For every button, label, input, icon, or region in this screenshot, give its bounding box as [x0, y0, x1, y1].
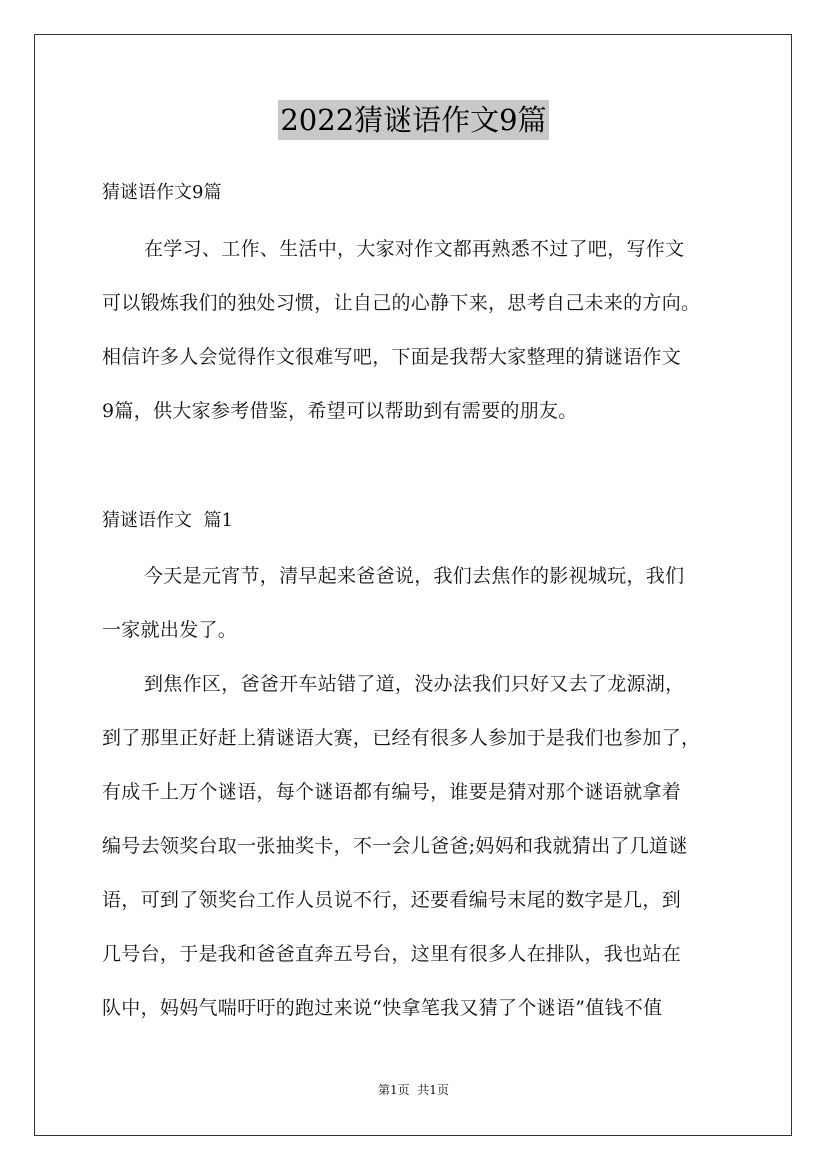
paragraph-line: 编号去领奖台取一张抽奖卡，不一会儿爸爸;妈妈和我就猜出了几道谜 — [102, 835, 688, 857]
page-footer: 第1页 共1页 — [378, 1083, 449, 1097]
document-title: 2022猜谜语作文9篇 — [278, 100, 548, 140]
title-container — [0, 100, 827, 140]
paragraph-line: 今天是元宵节，清早起来爸爸说，我们去焦作的影视城玩，我们 — [144, 565, 685, 587]
intro-line: 在学习、工作、生活中，大家对作文都再熟悉不过了吧，写作文 — [144, 238, 685, 260]
paragraph-line: 到了那里正好赶上猜谜语大赛，已经有很多人参加于是我们也参加了， — [102, 727, 701, 749]
paragraph-line: 语，可到了领奖台工作人员说不行，还要看编号末尾的数字是几，到 — [102, 889, 682, 911]
section-heading: 猜谜语作文 篇1 — [102, 510, 233, 531]
document-subtitle: 猜谜语作文9篇 — [102, 182, 222, 203]
intro-line: 可以锻炼我们的独处习惯，让自己的心静下来，思考自己未来的方向。 — [102, 292, 701, 314]
paragraph-line: 几号台，于是我和爸爸直奔五号台，这里有很多人在排队，我也站在 — [102, 943, 682, 965]
paragraph-line: 到焦作区，爸爸开车站错了道，没办法我们只好又去了龙源湖， — [144, 673, 685, 695]
paragraph-line: 有成千上万个谜语，每个谜语都有编号，谁要是猜对那个谜语就拿着 — [102, 781, 682, 803]
intro-line: 9篇，供大家参考借鉴，希望可以帮助到有需要的朋友。 — [102, 400, 578, 422]
paragraph-line: 一家就出发了。 — [102, 619, 238, 641]
paragraph-line: 队中，妈妈气喘吁吁的跑过来说“快拿笔我又猜了个谜语”值钱不值 — [102, 997, 663, 1019]
intro-line: 相信许多人会觉得作文很难写吧，下面是我帮大家整理的猜谜语作文 — [102, 346, 682, 368]
